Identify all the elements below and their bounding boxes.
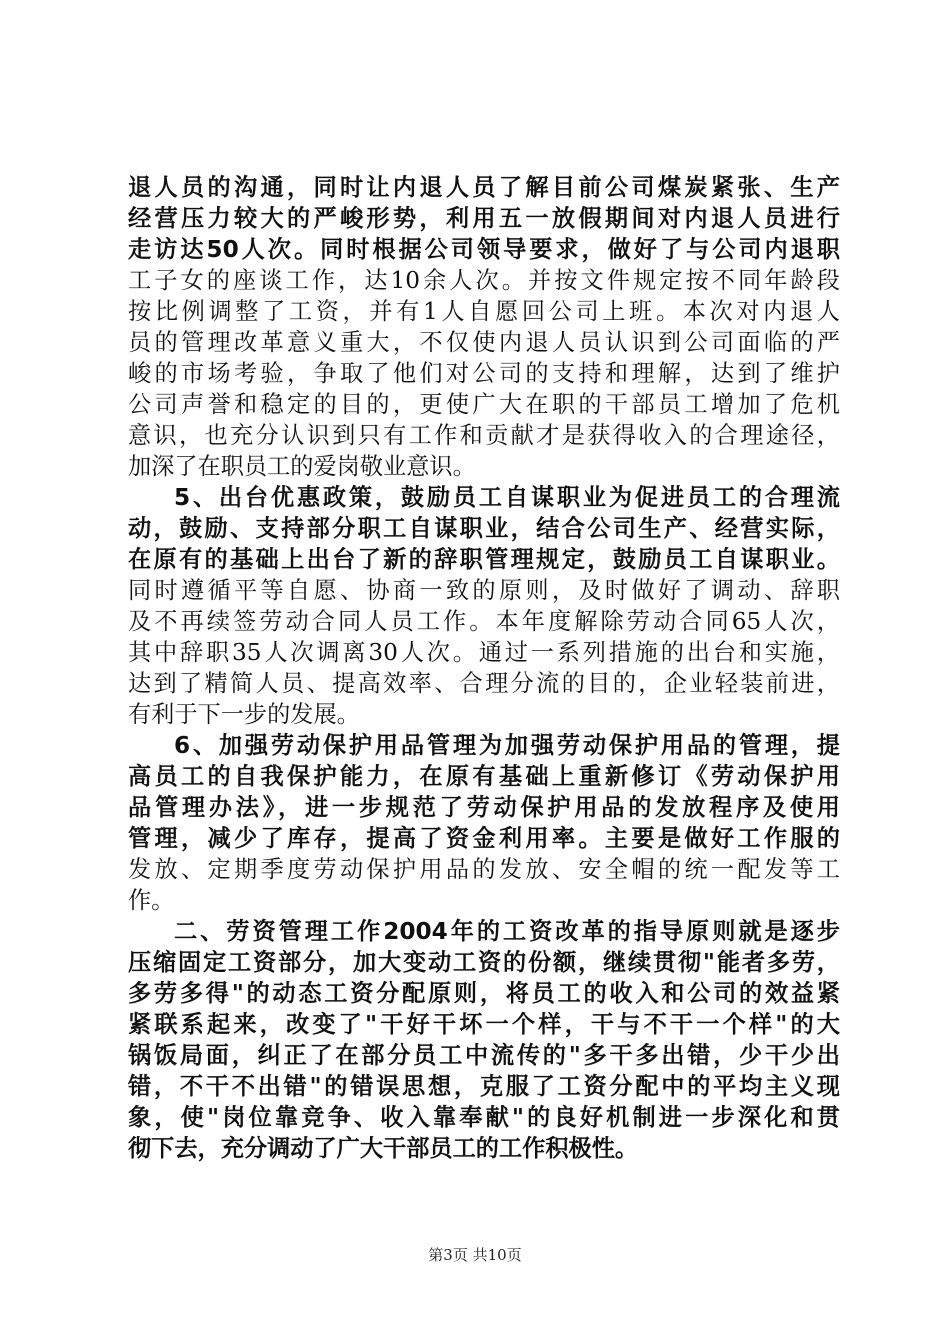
text-line: 意识，也充分认识到只有工作和贡献才是获得收入的合理途径，	[128, 422, 840, 449]
body-text	[128, 172, 840, 1164]
text-line: 6、加强劳动保护用品管理为加强劳动保护用品的管理，提	[174, 732, 840, 759]
text-line: 员的管理改革意义重大，不仅使内退人员认识到公司面临的严	[128, 329, 840, 356]
text-line: 及不再续签劳动合同人员工作。本年度解除劳动合同65人次，	[128, 608, 840, 635]
text-line: 走访达50人次。同时根据公司领导要求，做好了与公司内退职	[128, 236, 840, 263]
text-line: 多劳多得"的动态工资分配原则，将员工的收入和公司的效益紧	[128, 980, 840, 1007]
text-line: 工子女的座谈工作，达10余人次。并按文件规定按不同年龄段	[128, 267, 840, 294]
text-line: 5、出台优惠政策，鼓励员工自谋职业为促进员工的合理流	[174, 484, 840, 511]
text-line: 二、劳资管理工作2004年的工资改革的指导原则就是逐步	[174, 918, 840, 945]
text-line: 彻下去，充分调动了广大干部员工的工作积极性。	[128, 1135, 639, 1162]
text-line: 峻的市场考验，争取了他们对公司的支持和理解，达到了维护	[128, 360, 840, 387]
text-line: 紧联系起来，改变了"干好干坏一个样，干与不干一个样"的大	[128, 1011, 840, 1038]
text-line: 经营压力较大的严峻形势，利用五一放假期间对内退人员进行	[128, 205, 840, 232]
text-line: 管理，减少了库存，提高了资金利用率。主要是做好工作服的	[128, 825, 840, 852]
text-line: 其中辞职35人次调离30人次。通过一系列措施的出台和实施，	[128, 639, 840, 666]
text-line: 作。	[128, 887, 175, 914]
text-line: 有利于下一步的发展。	[128, 701, 360, 728]
text-line: 品管理办法》，进一步规范了劳动保护用品的发放程序及使用	[128, 794, 840, 821]
text-line: 退人员的沟通，同时让内退人员了解目前公司煤炭紧张、生产	[128, 174, 840, 201]
text-line: 高员工的自我保护能力，在原有基础上重新修订《劳动保护用	[128, 763, 840, 790]
text-line: 公司声誉和稳定的目的，更使广大在职的干部员工增加了危机	[128, 391, 840, 418]
text-line: 在原有的基础上出台了新的辞职管理规定，鼓励员工自谋职业。	[128, 546, 840, 573]
text-line: 同时遵循平等自愿、协商一致的原则，及时做好了调动、辞职	[128, 577, 840, 604]
text-line: 锅饭局面，纠正了在部分员工中流传的"多干多出错，少干少出	[128, 1042, 840, 1069]
text-line: 压缩固定工资部分，加大变动工资的份额，继续贯彻"能者多劳，	[128, 949, 840, 976]
text-line: 达到了精简人员、提高效率、合理分流的目的，企业轻装前进，	[128, 670, 840, 697]
text-line: 加深了在职员工的爱岗敬业意识。	[128, 453, 476, 480]
page-footer: 第3页 共10页	[428, 1246, 522, 1264]
text-line: 动，鼓励、支持部分职工自谋职业，结合公司生产、经营实际，	[128, 515, 840, 542]
text-line: 按比例调整了工资，并有1人自愿回公司上班。本次对内退人	[128, 298, 840, 325]
text-line: 发放、定期季度劳动保护用品的发放、安全帽的统一配发等工	[128, 856, 840, 883]
text-line: 象，使"岗位靠竞争、收入靠奉献"的良好机制进一步深化和贯	[128, 1104, 840, 1131]
text-line: 错，不干不出错"的错误思想，克服了工资分配中的平均主义现	[128, 1073, 840, 1100]
